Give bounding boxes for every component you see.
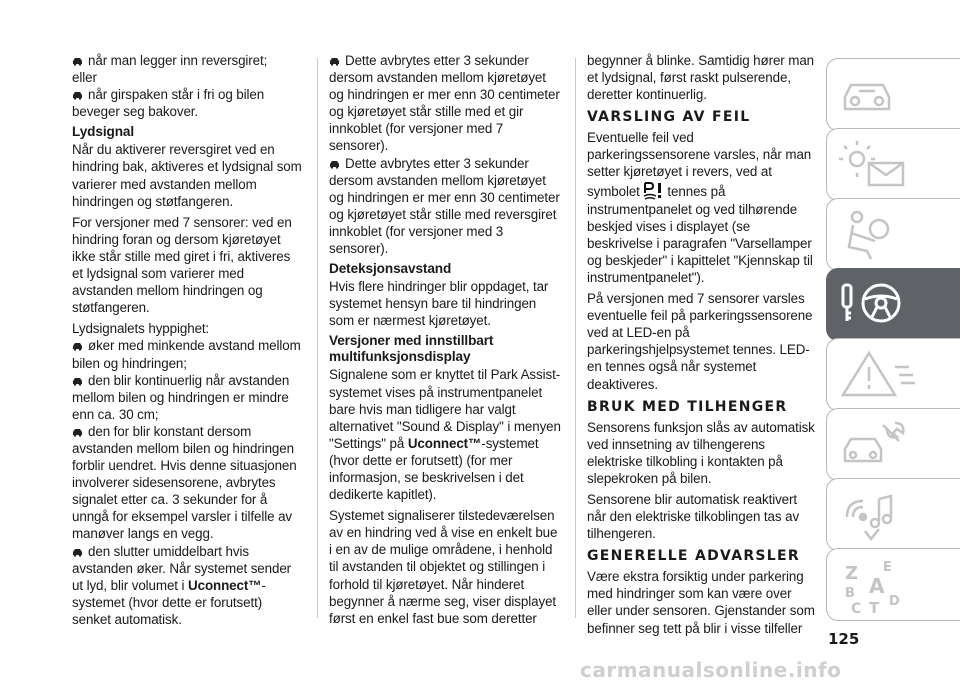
index-letter: T xyxy=(869,599,880,617)
car-bullet-icon xyxy=(72,428,83,437)
heading-varsling-av-feil: VARSLING AV FEIL xyxy=(587,109,751,126)
tab-car-dashboard[interactable] xyxy=(826,58,960,131)
index-letter: C xyxy=(851,601,862,617)
bullet-frequency-increases: øker med minkende avstand mellom bilen og hindringen; xyxy=(72,338,301,371)
paragraph-blinking: begynner å blinke. Samtidig hører man et lydsignal, først raskt pulserende, deretter kontinuerlig. xyxy=(587,53,815,103)
car-bullet-icon xyxy=(72,342,83,351)
index-letter: Z xyxy=(845,563,859,584)
tab-maintenance[interactable] xyxy=(826,408,960,481)
car-bullet-icon xyxy=(72,548,83,557)
chapter-tab-strip xyxy=(826,58,960,618)
bullet-continuous: den blir kontinuerlig når avstanden mellom bilen og hindringen er mindre enn ca. 30 cm; xyxy=(72,372,290,422)
text-column-1 xyxy=(72,52,304,628)
tab-safety[interactable] xyxy=(826,198,960,271)
index-letter: D xyxy=(889,594,900,609)
multimedia-icon xyxy=(839,487,919,543)
bullet-interrupt-3-sensors: Dette avbrytes etter 3 sekunder dersom avstanden mellom kjøretøyet og hindringen er mer enn 30 centimeter og kjøretøyet står stille med reversgiret innkoblet (for versjoner med 3 sensorer). xyxy=(329,155,560,257)
word-eller: eller xyxy=(72,70,97,86)
heading-bruk-med-tilhenger: BRUK MED TILHENGER xyxy=(587,398,788,415)
tab-starting-driving[interactable] xyxy=(826,268,960,341)
index-letter: A xyxy=(869,574,885,598)
heading-generelle-advarsler: GENERELLE ADVARSLER xyxy=(587,548,800,565)
index-letters-icon xyxy=(839,557,919,617)
tab-emergency[interactable] xyxy=(826,338,960,411)
tab-warning-lights[interactable] xyxy=(826,128,960,201)
bullet-stops-text: den slutter umiddelbart hvis avstanden øker. Når systemet sender ut lyd, blir volumet i xyxy=(72,543,292,593)
car-bullet-icon xyxy=(329,57,340,66)
hazard-triangle-icon xyxy=(839,347,919,403)
steering-wheel-key-icon xyxy=(839,277,919,333)
text-column-3 xyxy=(587,52,815,641)
paragraph-trailer-off: Sensorens funksjon slås av automatisk ved innsetning av tilhengerens elektriske tilkobling i kontakten på slepekroken på bilen. xyxy=(587,419,815,486)
brand-uconnect: Uconnect™ xyxy=(407,435,482,451)
paragraph-fault-warning-end: tennes på instrumentpanelet og ved tilhørende beskjed vises i displayet (se beskrivelse i paragrafen "Varsellamper og beskjeder" i kapittelet "Kjennskap til instrumentpanelet"). xyxy=(587,183,813,285)
warning-light-icon xyxy=(839,137,919,193)
paragraph-frequency: Lydsignalets hyppighet: xyxy=(72,321,210,337)
column-divider xyxy=(317,58,318,618)
paragraph-detection: Hvis flere hindringer blir oppdaget, tar systemet hensyn bare til hindringen som er nærmest kjøretøyet. xyxy=(329,279,549,329)
heading-versions-display: Versjoner med innstillbart multifunksjonsdisplay xyxy=(329,333,494,365)
tab-multimedia[interactable] xyxy=(826,478,960,551)
brand-uconnect: Uconnect™ xyxy=(188,577,262,593)
tab-index[interactable] xyxy=(826,548,960,621)
bullet-neutral-rolling: når girspaken står i fri og bilen beveger seg bakover. xyxy=(72,87,265,120)
paragraph-signals: Signalene som er knyttet til Park Assist-systemet vises på instrumentpanelet bare hvis man tidligere har valgt alternativet "Sound & Display" i menyen "Settings" på xyxy=(329,367,561,451)
paragraph-7-sensors-led: På versjonen med 7 sensorer varsles eventuelle feil på parkeringssensorene ved at LED-en på parkeringshjelpsystemet tennes. LED-en tennes også når systemet deaktiveres. xyxy=(587,291,813,392)
bullet-stops-text-end: -systemet (hvor dette er forutsett) senket automatisk. xyxy=(72,577,266,627)
text-column-2 xyxy=(329,52,561,631)
bullet-constant: den for blir konstant dersom avstanden mellom bilen og hindringen forblir uendret. Hvis denne situasjonen involverer sidesensorene, avbrytes signalet etter ca. 3 sekunder for å unngå for eksempel varsler i tilfelle av manøver langs en vegg. xyxy=(72,423,297,542)
paragraph-signals-end: -systemet (hvor dette er forutsett) (for mer informasjon, se beskrivelsen i det dedikerte kapitlet). xyxy=(329,435,539,503)
paragraph-lydsignal-2: For versjoner med 7 sensorer: ved en hindring foran og dersom kjøretøyet ikke står stille med giret i fri, aktiveres et lydsignal som varierer med avstanden mellom hindringen og støtfangeren. xyxy=(72,214,292,316)
paragraph-arc-display: Systemet signaliserer tilstedeværelsen av en hindring ved å vise en enkelt bue i en av de mulige områdene, i henhold til avstanden til objektet og stillingen i forhold til kjøretøyet. Når hinderet begynner å nærme seg, viser displayet først en enkel fast bue som deretter xyxy=(329,508,558,626)
car-bullet-icon xyxy=(329,160,340,169)
column-divider xyxy=(575,58,576,618)
paragraph-general-warnings: Være ekstra forsiktig under parkering med hindringer som kan være over eller under sensoren. Gjenstander som befinner seg tett på blir i visse tilfeller xyxy=(587,569,815,636)
airbag-seat-icon xyxy=(839,207,899,263)
page-number: 125 xyxy=(828,630,860,648)
car-dashboard-icon xyxy=(839,67,899,123)
bullet-reverse-gear: når man legger inn reversgiret; xyxy=(88,53,268,68)
wrench-car-icon xyxy=(839,417,919,473)
heading-lydsignal: Lydsignal xyxy=(72,124,135,140)
paragraph-fault-warning: Eventuelle feil ved parkeringssensorene varsles, når man setter kjøretøyet i revers, ved at symbolet xyxy=(587,130,812,199)
car-bullet-icon xyxy=(72,57,83,66)
index-letter: E xyxy=(883,560,892,575)
bullet-interrupt-7-sensors: Dette avbrytes etter 3 sekunder dersom avstanden mellom kjøretøyet og hindringen er mer enn 30 centimeter og kjøretøyet står stille med et gir innkoblet (for versjoner med 7 sensorer). xyxy=(329,53,560,154)
car-bullet-icon xyxy=(72,377,83,386)
index-letter: B xyxy=(845,586,855,601)
car-bullet-icon xyxy=(72,91,83,100)
paragraph-lydsignal-1: Når du aktiverer reversgiret ved en hindring bak, aktiveres et lydsignal som varierer med avstanden mellom hindringen og støtfangeren. xyxy=(72,142,302,209)
watermark: carmanualsonline.info xyxy=(580,658,842,682)
park-sensor-warning-icon xyxy=(642,181,664,201)
paragraph-trailer-on: Sensorene blir automatisk reaktivert når den elektriske tilkoblingen tas av tilhengeren. xyxy=(587,491,800,542)
heading-deteksjonsavstand: Deteksjonsavstand xyxy=(329,261,452,277)
